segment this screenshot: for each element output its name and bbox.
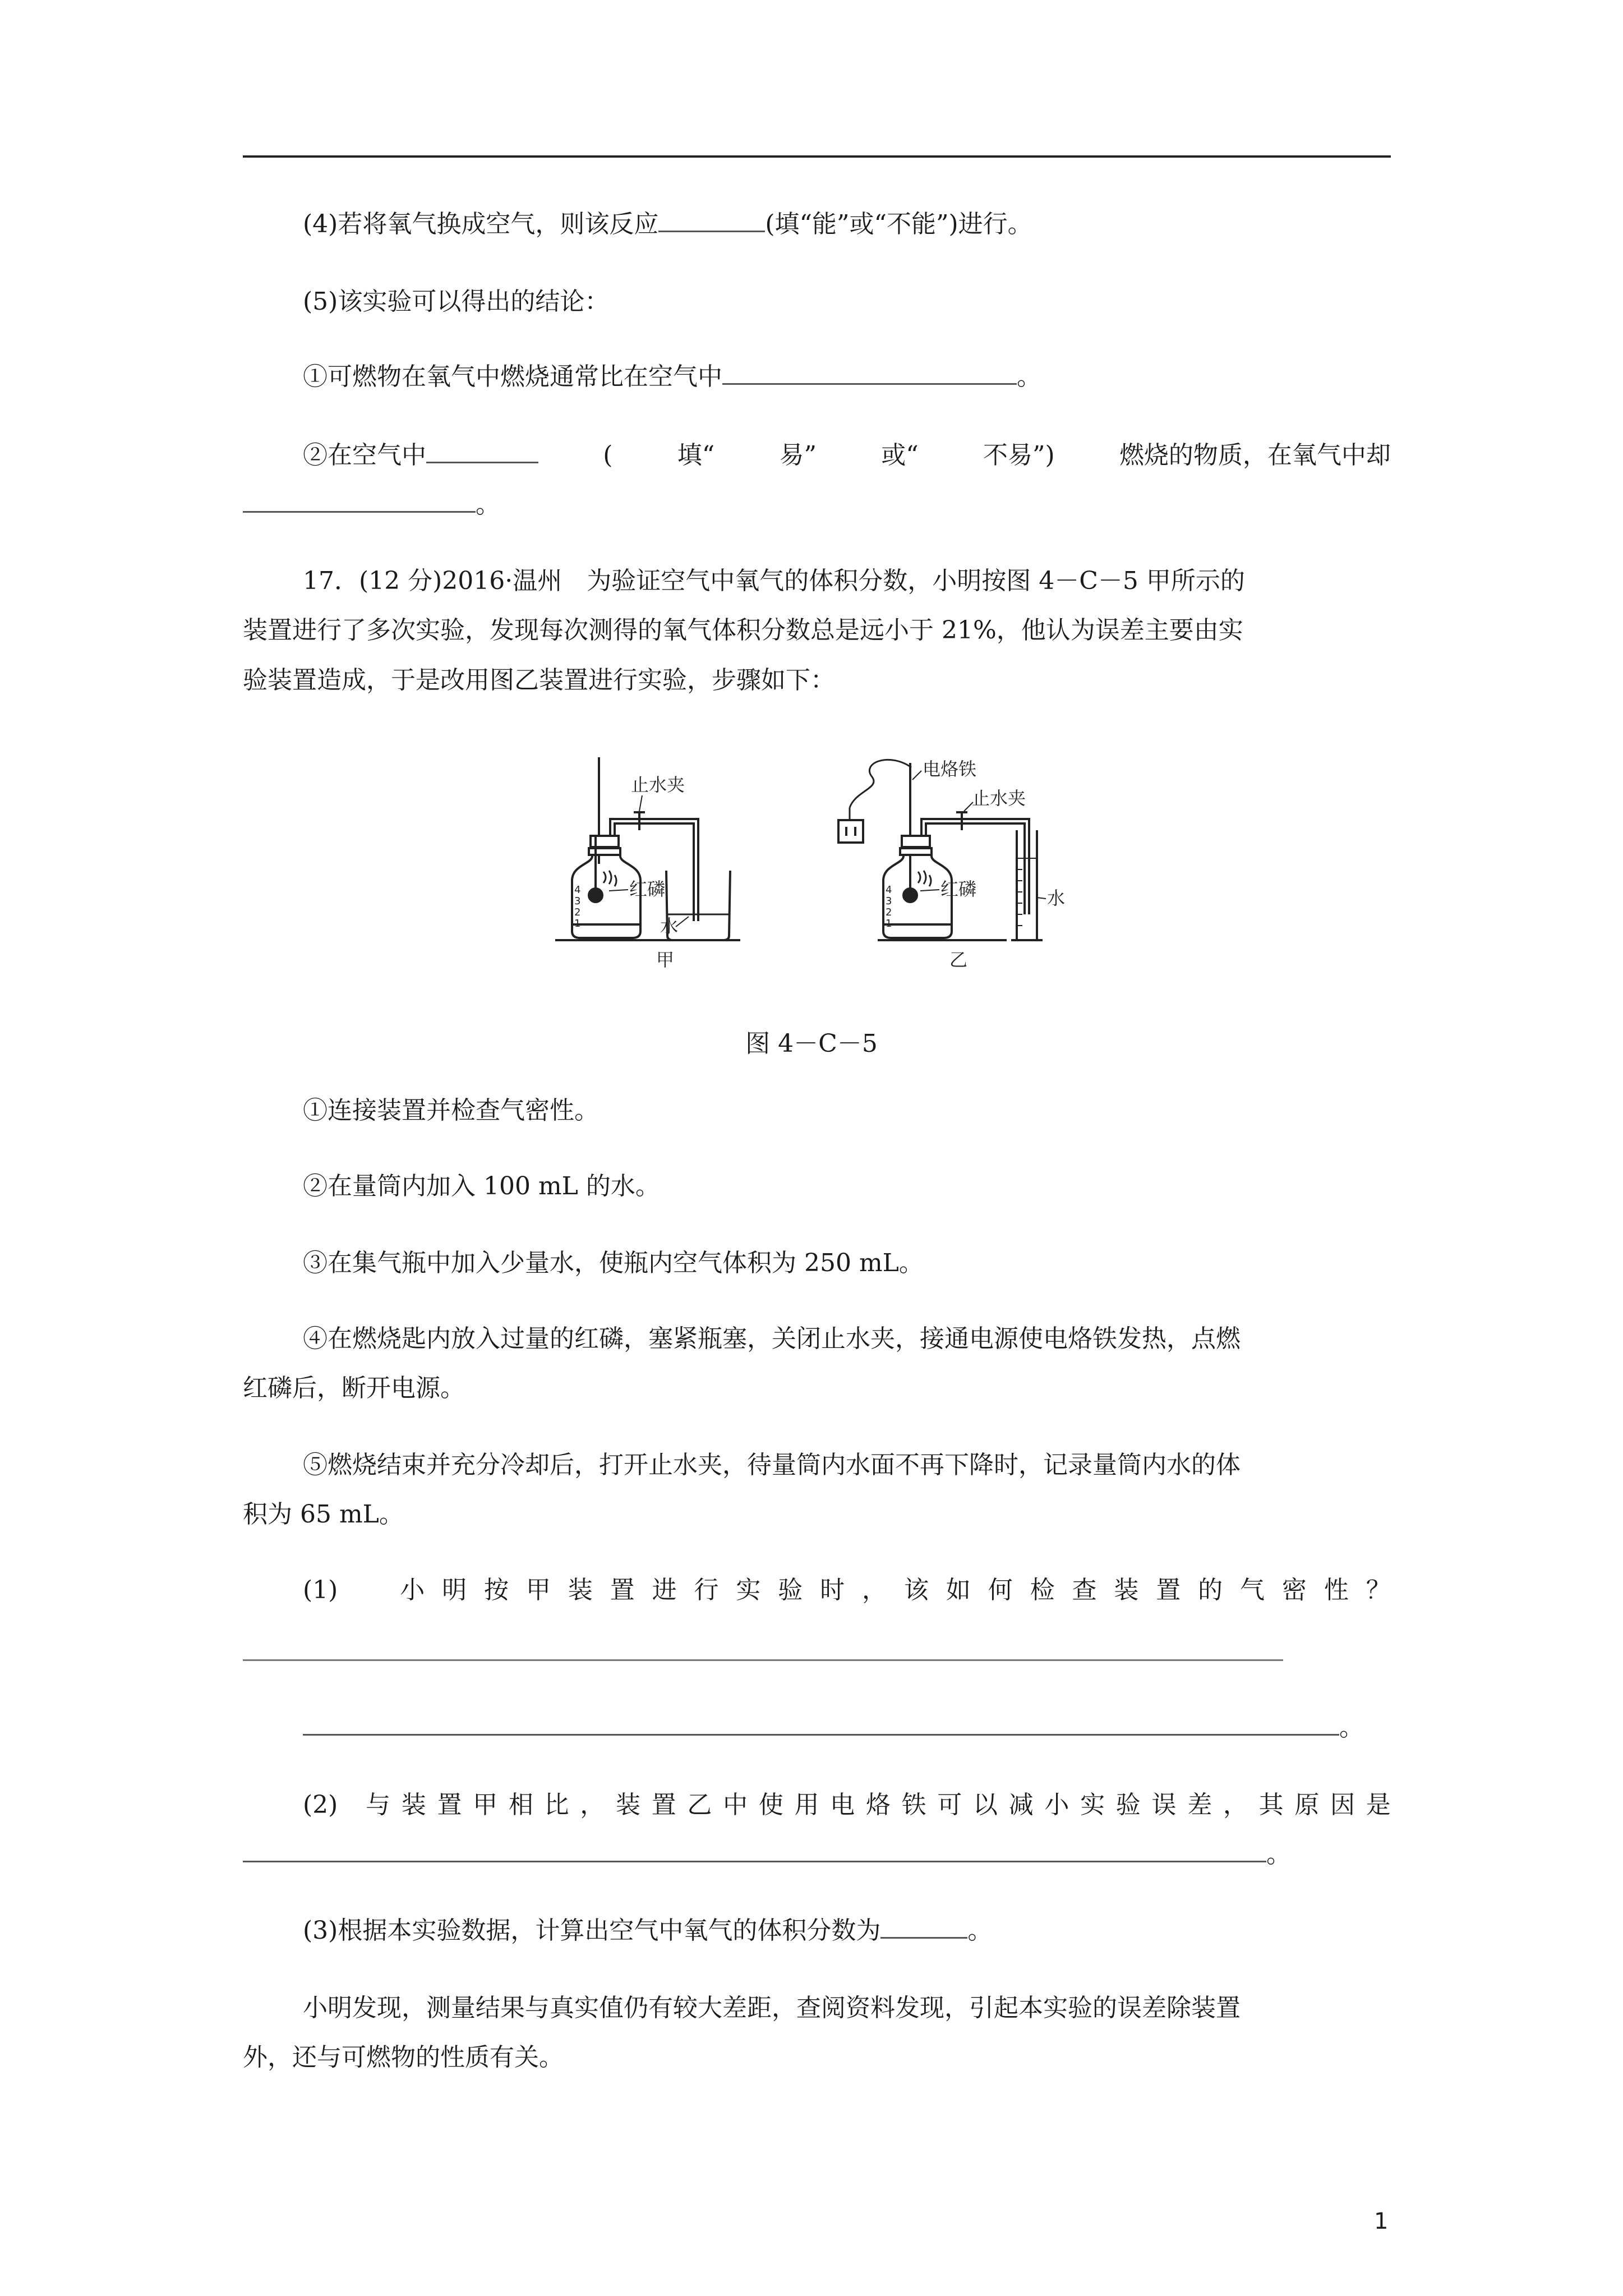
label-water-a: 水 [660, 915, 679, 937]
char: 按 [484, 1576, 509, 1604]
conclusion-2-line [303, 439, 1391, 472]
char: 以 [972, 1791, 998, 1819]
period: 。 [476, 490, 500, 519]
sub-question-1-line [303, 1573, 1391, 1607]
problem-17-line-1: 17．(12 分)2016·温州 为验证空气中氧气的体积分数，小明按图 4－C－5 甲所示的 [303, 567, 1245, 595]
sub-question-3-text: (3)根据本实验数据，计算出空气中氧气的体积分数为 [303, 1916, 881, 1945]
char: 与 [366, 1791, 391, 1819]
conclusion-2-continued [243, 488, 1391, 522]
char: 何 [988, 1576, 1013, 1604]
step-5-line-2: 积为 65 mL。 [243, 1500, 404, 1529]
question-5: (5)该实验可以得出的结论： [303, 287, 610, 316]
bottle-scale-b-4: 4 [886, 884, 892, 896]
char: 差 [1187, 1791, 1212, 1819]
char: 中 [723, 1791, 748, 1819]
char: 验 [1115, 1791, 1141, 1819]
bottle-scale-b-2: 2 [886, 907, 892, 918]
label-water-b: 水 [1047, 887, 1066, 909]
question-4-hint: (填“能”或“不能”)进行。 [765, 210, 1032, 238]
question-4-text: (4)若将氧气换成空气，则该反应 [303, 210, 659, 238]
char: 性 [1324, 1576, 1349, 1604]
conclusion-2 [303, 439, 1391, 472]
sub-question-number: (1) [303, 1576, 338, 1604]
char: 时 [820, 1576, 845, 1604]
label-clamp-a: 止水夹 [631, 774, 685, 795]
char: 行 [694, 1576, 719, 1604]
answer-blank[interactable] [426, 439, 538, 463]
char: 使 [758, 1791, 783, 1819]
char: 装 [568, 1576, 593, 1604]
char: 用 [794, 1791, 819, 1819]
conclusion-1-text: ①可燃物在氧气中燃烧通常比在空气中 [303, 362, 722, 391]
char: 原 [1294, 1791, 1320, 1819]
char: 相 [508, 1791, 533, 1819]
char: 如 [946, 1576, 971, 1604]
char: 置 [610, 1576, 635, 1604]
char: 装 [615, 1791, 640, 1819]
char: 电 [830, 1791, 855, 1819]
conclusion-2-lead [303, 439, 538, 472]
period: 。 [1017, 362, 1041, 391]
sub-question-2-line [303, 1788, 1391, 1822]
period: 。 [967, 1916, 993, 1945]
text-segment: 燃烧的物质，在氧气中却 [1119, 441, 1391, 470]
text-segment: 填“ [677, 441, 715, 470]
problem-17-line-3: 验装置造成，于是改用图乙装置进行实验，步骤如下： [243, 666, 835, 694]
char: 检 [1030, 1576, 1055, 1604]
sub-question-1 [303, 1573, 1391, 1607]
bottle-scale-a-2: 2 [574, 907, 581, 918]
char: 是 [1366, 1791, 1391, 1819]
answer-blank[interactable] [722, 361, 1017, 385]
apparatus-b [838, 758, 1065, 970]
char: 装 [401, 1791, 426, 1819]
char: 该 [903, 1576, 929, 1604]
problem-17-line-2: 装置进行了多次实验，发现每次测得的氧气体积分数总是远小于 21%，他认为误差主要由实 [243, 616, 1243, 645]
step-2: ②在量筒内加入 100 mL 的水。 [303, 1172, 660, 1200]
char: 置 [1156, 1576, 1181, 1604]
label-apparatus-b: 乙 [949, 949, 968, 970]
text-segment: ( [603, 441, 613, 470]
bottle-scale-a-3: 3 [574, 895, 581, 907]
period: 。 [1339, 1713, 1364, 1742]
char: 气 [1240, 1576, 1265, 1604]
char: 进 [652, 1576, 677, 1604]
char: 密 [1281, 1576, 1307, 1604]
answer-blank[interactable] [880, 1915, 967, 1939]
answer-blank[interactable] [243, 489, 476, 513]
step-4-line-2: 红磷后，断开电源。 [243, 1374, 465, 1402]
label-iron: 电烙铁 [923, 758, 977, 780]
char: 铁 [901, 1791, 926, 1819]
label-phosphorus-b: 红磷 [940, 878, 977, 900]
page-number: 1 [1374, 2208, 1389, 2234]
char: 烙 [865, 1791, 891, 1819]
sub-question-2 [303, 1788, 1391, 1822]
char: 因 [1330, 1791, 1355, 1819]
char: 的 [1198, 1576, 1223, 1604]
bottle-scale-b-1: 1 [886, 918, 892, 930]
apparatus-figure [555, 746, 1150, 982]
bottle-scale-a-1: 1 [574, 918, 581, 930]
char: 甲 [525, 1576, 551, 1604]
sub-question-1-continued [303, 1711, 1451, 1745]
sub-question-3 [303, 1914, 1451, 1948]
char: 乙 [687, 1791, 712, 1819]
char: 置 [437, 1791, 462, 1819]
char: ， [1223, 1791, 1248, 1819]
char: ， [580, 1791, 605, 1819]
char: 明 [442, 1576, 467, 1604]
text-segment: 不易”) [983, 441, 1055, 470]
step-3: ③在集气瓶中加入少量水，使瓶内空气体积为 250 mL。 [303, 1249, 924, 1277]
char: ， [862, 1576, 887, 1604]
conclusion-1 [303, 360, 1451, 394]
char: 验 [778, 1576, 803, 1604]
answer-blank[interactable] [303, 1711, 1339, 1736]
char: 小 [400, 1576, 425, 1604]
char: 减 [1008, 1791, 1034, 1819]
figure-caption: 图 4－C－5 [745, 1029, 878, 1058]
bottle-scale-a-4: 4 [574, 884, 581, 896]
final-line-2: 外，还与可燃物的性质有关。 [243, 2043, 564, 2072]
char: 小 [1044, 1791, 1069, 1819]
question-4 [303, 208, 1451, 241]
final-line-1: 小明发现，测量结果与真实值仍有较大差距，查阅资料发现，引起本实验的误差除装置 [303, 1994, 1241, 2022]
char: 比 [544, 1791, 569, 1819]
header-rule [243, 155, 1391, 158]
bottle-scale-b-3: 3 [886, 895, 892, 907]
char: 查 [1072, 1576, 1097, 1604]
char: 置 [651, 1791, 676, 1819]
answer-blank[interactable] [658, 208, 765, 232]
step-4-line-1: ④在燃烧匙内放入过量的红磷，塞紧瓶塞，关闭止水夹，接通电源使电烙铁发热，点燃 [303, 1324, 1241, 1353]
char: 装 [1114, 1576, 1139, 1604]
text-segment: 易” [779, 441, 817, 470]
apparatus-a [555, 757, 740, 970]
char: 可 [937, 1791, 962, 1819]
text-segment: ②在空气中 [303, 441, 426, 470]
char: 实 [1080, 1791, 1105, 1819]
label-clamp-b: 止水夹 [972, 788, 1026, 809]
char: 误 [1151, 1791, 1177, 1819]
sub-question-2-continued [243, 1838, 1391, 1871]
period: 。 [1266, 1840, 1291, 1869]
char: 实 [736, 1576, 761, 1604]
char: 甲 [473, 1791, 498, 1819]
step-1: ①连接装置并检查气密性。 [303, 1096, 599, 1125]
answer-blank[interactable] [243, 1659, 1283, 1661]
char: 其 [1258, 1791, 1284, 1819]
text-segment: 或“ [881, 441, 919, 470]
answer-blank[interactable] [243, 1838, 1266, 1862]
label-apparatus-a: 甲 [656, 949, 675, 970]
sub-question-number: (2) [303, 1791, 338, 1819]
step-5-line-1: ⑤燃烧结束并充分冷却后，打开止水夹，待量筒内水面不再下降时，记录量筒内水的体 [303, 1451, 1241, 1479]
label-phosphorus-a: 红磷 [629, 878, 666, 900]
char: ？ [1366, 1576, 1391, 1604]
